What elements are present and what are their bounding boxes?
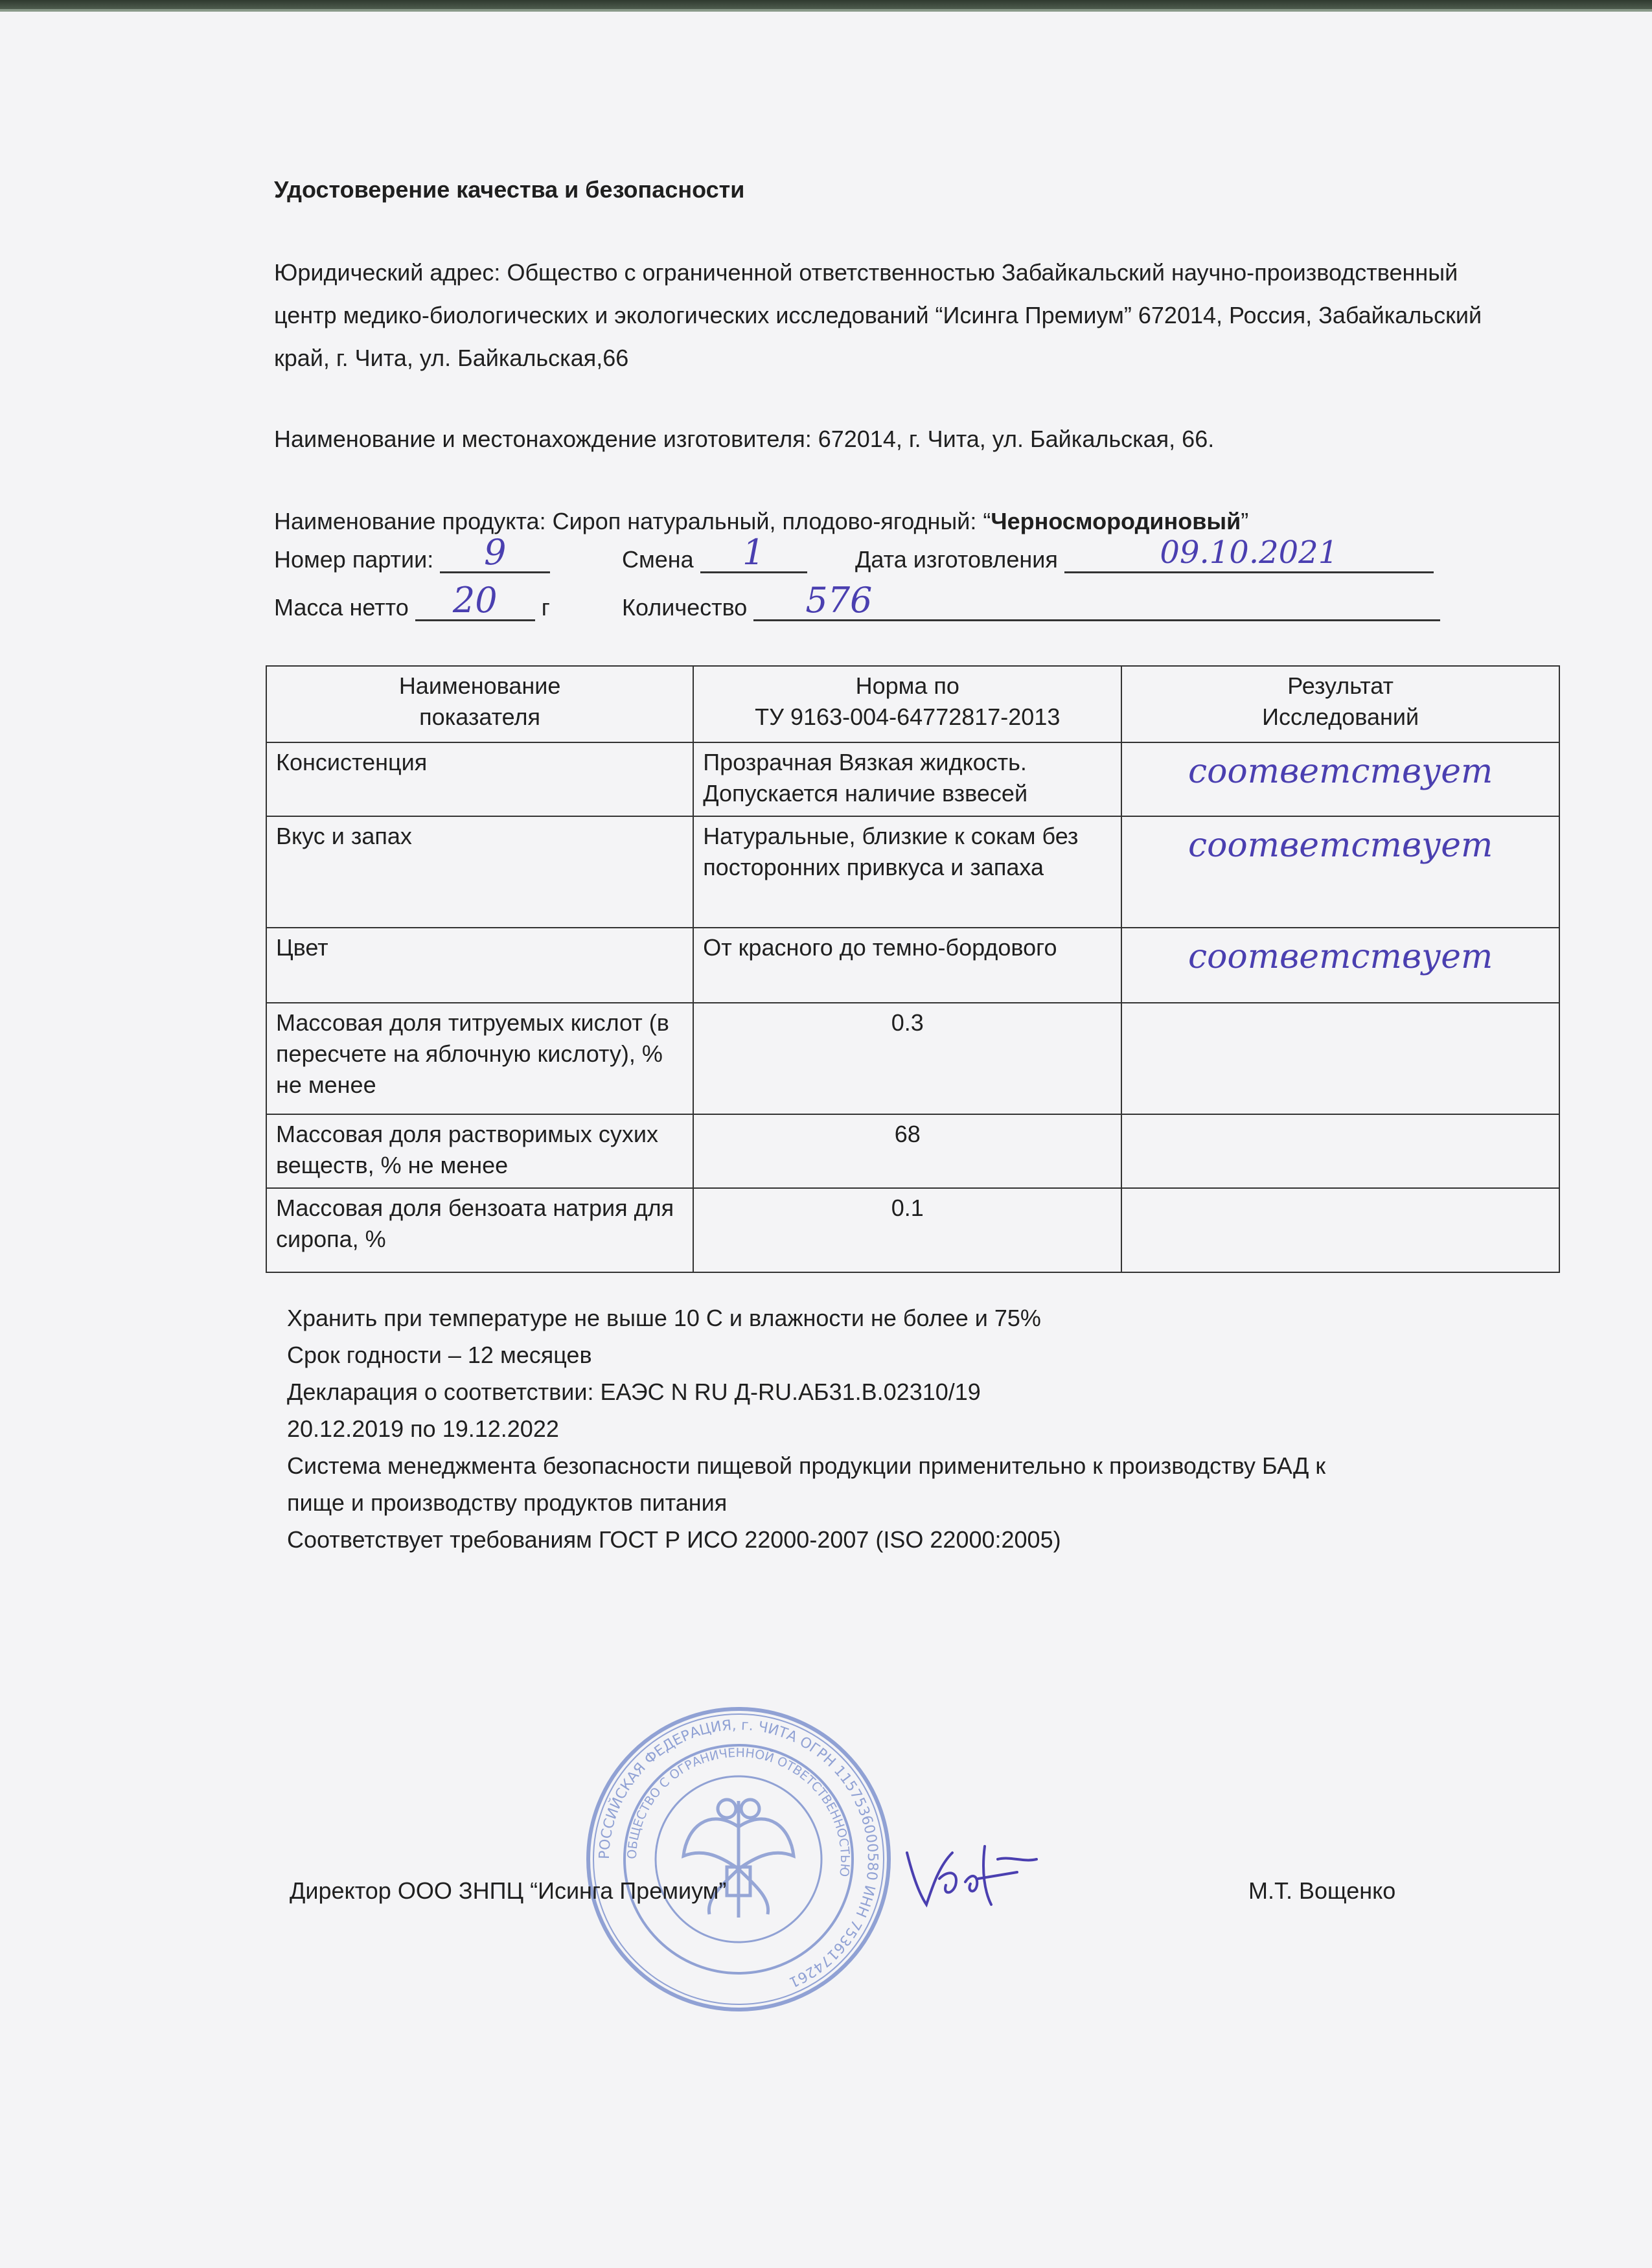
notes-block <box>287 1300 1325 1558</box>
product-quote-close: ” <box>1241 508 1249 534</box>
table-row <box>266 1188 1559 1272</box>
cell-indicator: Массовая доля бензоата натрия для сиропа, % <box>266 1188 693 1272</box>
cell-result <box>1121 1003 1559 1114</box>
official-stamp-icon <box>577 1697 901 2021</box>
shift-label: Смена <box>622 546 694 573</box>
signature-position: Директор ООО ЗНПЦ “Исинга Премиум” <box>290 1877 727 1904</box>
table-header-row <box>266 666 1559 742</box>
mass-unit: г <box>541 594 550 621</box>
header-text: Исследований <box>1262 704 1419 730</box>
cell-norm: Натуральные, близкие к сокам без посторонних привкуса и запаха <box>693 816 1121 928</box>
date-row <box>855 534 1434 573</box>
handwritten-result: соответствует <box>1188 937 1493 976</box>
handwritten-result: соответствует <box>1188 826 1493 865</box>
note-line: 20.12.2019 по 19.12.2022 <box>287 1415 559 1442</box>
table-row <box>266 1114 1559 1188</box>
qty-label: Количество <box>622 594 748 621</box>
cell-indicator: Массовая доля титруемых кислот (в пересчете на яблочную кислоту), % не менее <box>266 1003 693 1114</box>
cell-result <box>1121 1188 1559 1272</box>
table-row <box>266 816 1559 928</box>
note-line: Хранить при температуре не выше 10 С и влажности не более и 75% <box>287 1305 1041 1331</box>
handwritten-result: соответствует <box>1188 752 1493 791</box>
note-line: пище и производству продуктов питания <box>287 1489 728 1516</box>
mass-label: Масса нетто <box>274 594 409 621</box>
cell-indicator: Массовая доля растворимых сухих веществ, % не менее <box>266 1114 693 1188</box>
header-text: показателя <box>419 704 540 730</box>
signatory-name: М.Т. Вощенко <box>1248 1877 1396 1904</box>
qty-value: 576 <box>805 580 873 621</box>
manufacturer-info: Наименование и местонахождение изготовителя: 672014, г. Чита, ул. Байкальская, 66. <box>274 426 1215 452</box>
cell-norm: Прозрачная Вязкая жидкость. Допускается наличие взвесей <box>693 742 1121 816</box>
svg-text:РОССИЙСКАЯ ФЕДЕРАЦИЯ, г. ЧИТА: РОССИЙСКАЯ ФЕДЕРАЦИЯ, г. ЧИТА ОГРН 1157536000580 ИНН 7536174261 <box>596 1717 881 1991</box>
cell-indicator: Вкус и запах <box>266 816 693 928</box>
table-row <box>266 742 1559 816</box>
header-cell-result <box>1121 666 1559 742</box>
cell-norm: 0.3 <box>693 1003 1121 1114</box>
svg-text:ОБЩЕСТВО С ОГРАНИЧЕННОЙ ОТВЕТС: ОБЩЕСТВО С ОГРАНИЧЕННОЙ ОТВЕТСТВЕННОСТЬЮ <box>625 1745 853 1878</box>
cell-norm: 68 <box>693 1114 1121 1188</box>
mass-value: 20 <box>452 580 498 621</box>
header-text: ТУ 9163-004-64772817-2013 <box>755 704 1061 730</box>
shift-row <box>622 532 807 573</box>
header-text: Наименование <box>398 672 561 699</box>
shift-field <box>700 532 807 573</box>
signature-icon <box>894 1833 1050 1918</box>
legal-address: Юридический адрес: Общество с ограниченной ответственностью Забайкальский научно-производственный центр медико-биологических и экологических исследований “Исинга Премиум” 672014, Россия, Забайкальский край, г. Чита, ул. Байкальская,66 <box>274 259 1482 371</box>
header-text: Результат <box>1287 672 1394 699</box>
cell-indicator: Консистенция <box>266 742 693 816</box>
date-label: Дата изготовления <box>855 546 1058 573</box>
cell-result <box>1121 816 1559 928</box>
cell-result <box>1121 1114 1559 1188</box>
cell-indicator: Цвет <box>266 928 693 1003</box>
document-title: Удостоверение качества и безопасности <box>274 176 745 203</box>
qty-row <box>622 580 1440 621</box>
shift-value: 1 <box>742 532 765 573</box>
batch-value: 9 <box>484 532 507 573</box>
header-cell-indicator <box>266 666 693 742</box>
quality-table <box>266 665 1560 1273</box>
note-line: Срок годности – 12 месяцев <box>287 1342 592 1368</box>
product-name: Черносмородиновый <box>991 508 1241 534</box>
scan-top-border-shade <box>0 9 1652 12</box>
table-row <box>266 1003 1559 1114</box>
note-line: Система менеджмента безопасности пищевой продукции применительно к производству БАД к <box>287 1452 1326 1479</box>
date-field <box>1064 534 1434 573</box>
product-label: Наименование продукта: Сироп натуральный, плодово-ягодный: “ <box>274 508 991 534</box>
scan-top-border <box>0 0 1652 9</box>
table-row <box>266 928 1559 1003</box>
cell-norm: От красного до темно-бордового <box>693 928 1121 1003</box>
date-value: 09.10.2021 <box>1160 534 1338 571</box>
cell-result <box>1121 742 1559 816</box>
note-line: Декларация о соответствии: ЕАЭС N RU Д-RU.АБ31.В.02310/19 <box>287 1379 981 1405</box>
mass-field <box>415 580 535 621</box>
batch-row <box>274 532 550 573</box>
header-cell-norm <box>693 666 1121 742</box>
mass-row <box>274 580 550 621</box>
cell-result <box>1121 928 1559 1003</box>
cell-norm: 0.1 <box>693 1188 1121 1272</box>
batch-label: Номер партии: <box>274 546 434 573</box>
qty-field <box>753 580 1440 621</box>
batch-field <box>440 532 550 573</box>
header-text: Норма по <box>855 672 959 699</box>
note-line: Соответствует требованиям ГОСТ Р ИСО 22000-2007 (ISO 22000:2005) <box>287 1526 1061 1553</box>
